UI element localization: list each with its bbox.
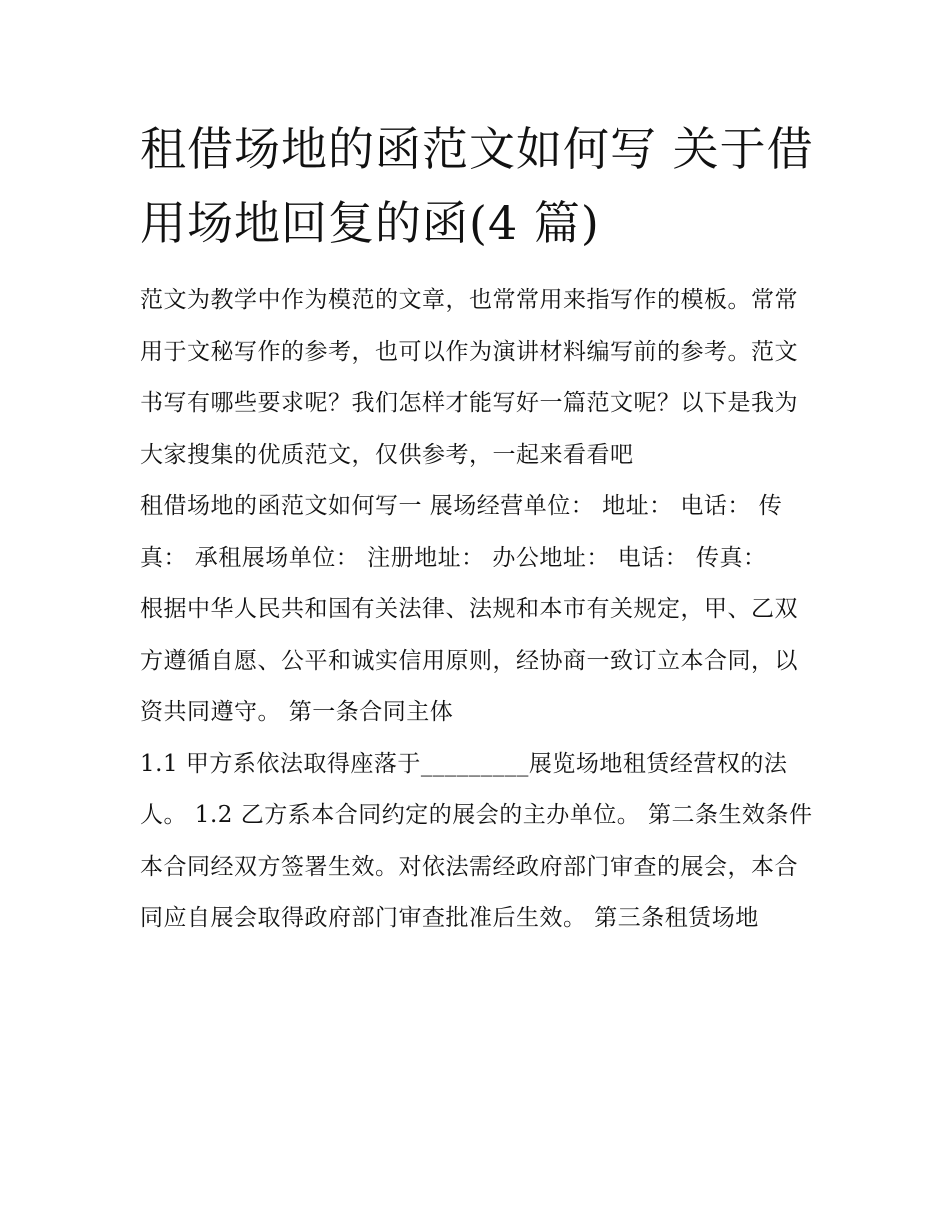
paragraph-parties: 租借场地的函范文如何写一 展场经营单位： 地址： 电话： 传真： 承租展场单位： 注册地址： 办公地址： 电话： 传真：: [140, 493, 783, 571]
document-title: 租借场地的函范文如何写 关于借用场地回复的函(4 篇): [140, 122, 814, 250]
document-body: [140, 275, 820, 945]
paragraph-article-2: 本合同经双方签署生效。对依法需经政府部门审查的展会，本合同应自展会取得政府部门审查批准后生效。 第三条租赁场地: [140, 853, 798, 931]
paragraph-article-1: 1.1 甲方系依法取得座落于_________展览场地租赁经营权的法人。 1.2 乙方系本合同约定的展会的主办单位。 第二条生效条件: [140, 750, 813, 828]
paragraph-intro: 范文为教学中作为模范的文章，也常常用来指写作的模板。常常用于文秘写作的参考，也可以作为演讲材料编写前的参考。范文书写有哪些要求呢？我们怎样才能写好一篇范文呢？以下是我为大家搜集的优质范文，仅供参考，一起来看看吧: [140, 287, 798, 468]
paragraph-legal-basis: 根据中华人民共和国有关法律、法规和本市有关规定，甲、乙双方遵循自愿、公平和诚实信用原则，经协商一致订立本合同，以资共同遵守。 第一条合同主体: [140, 596, 798, 725]
